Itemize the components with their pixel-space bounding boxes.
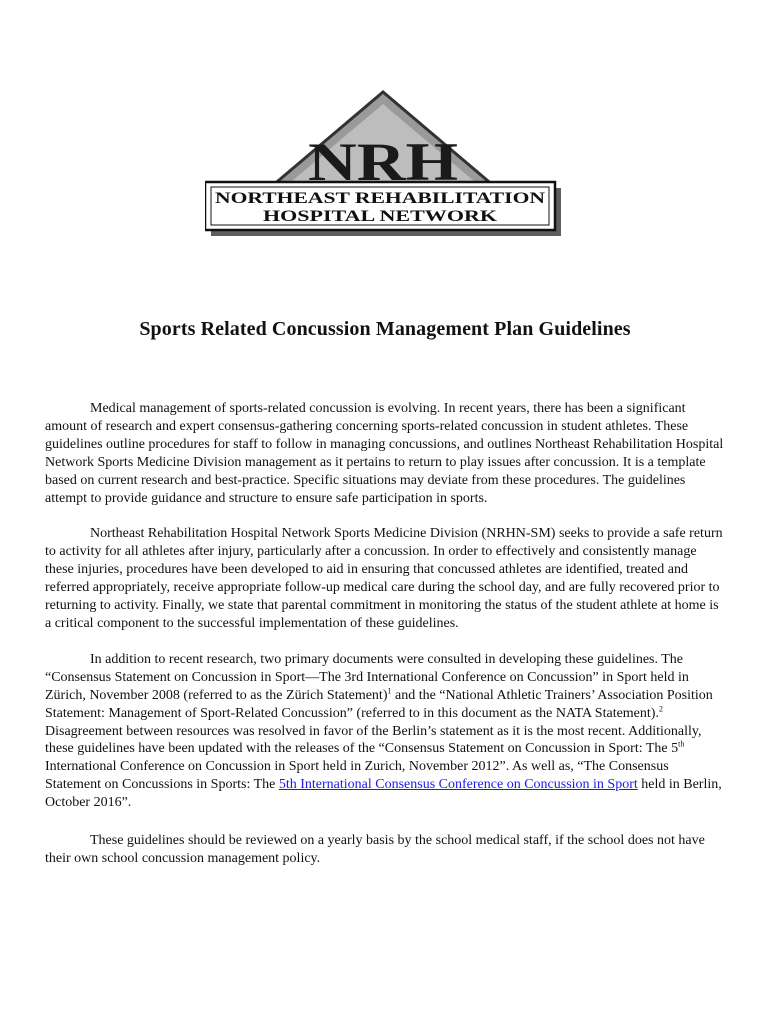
berlin-conference-link[interactable]: 5th International Consensus Conference on Concussion in Sport (278, 777, 638, 793)
paragraph-mission: Northeast Rehabilitation Hospital Network Sports Medicine Division (NRHN-SM) seeks to provide a safe return to activity for all athletes after injury, particularly after a concussion. In order to effectively and consistently manage these injuries, procedures have been developed to aid in ensuring that concussed athletes are identified, treated and referred appropriately, receive appropriate follow-up medical care during the school day, and are fully recovered prior to returning to activity. Finally, we state that parental commitment in monitoring the status of the student athlete at home is a critical component to the successful implementation of these guidelines. (45, 526, 723, 631)
logo-line-2: HOSPITAL NETWORK (263, 208, 498, 225)
sources-text-a: In addition to recent research, two primary documents were consulted in developing these guidelines. The “Consensus Statement on Concussion in Sport—The 3rd International Conference on Concussion” in Sport held in Zürich, November 2008 (referred to as the Zürich Statement) (45, 651, 689, 703)
nrh-logo-graphic (205, 88, 561, 236)
paragraph-intro: Medical management of sports-related concussion is evolving. In recent years, there has been a significant amount of research and expert consensus-gathering concerning sports-related concussion in student athletes. These guidelines outline procedures for staff to follow in managing concussions, and outlines Northeast Rehabilitation Hospital Network Sports Medicine Division management as it pertains to return to play issues after concussion. It is a template based on current research and best-practice. Specific situations may deviate from these procedures. The guidelines attempt to provide guidance and structure to ensure safe participation in sports. (45, 401, 724, 506)
sources-text-c: Disagreement between resources was resolved in favor of the Berlin’s statement as it is the most recent. Additionally, these guidelines have been updated with the releases of the “Consensus Statement on Concussion in Sport: The 5 (45, 723, 702, 757)
nrh-logo (205, 88, 561, 236)
footnote-ref-1[interactable]: 1 (387, 686, 392, 696)
paragraph-review: These guidelines should be reviewed on a yearly basis by the school medical staff, if the school does not have their own school concussion management policy. (45, 833, 705, 866)
sources-text-b: and the “National Athletic Trainers’ Association Position Statement: Management of Sport-Related Concussion” (referred to in this document as the NATA Statement). (45, 687, 713, 721)
ordinal-superscript: th (678, 739, 685, 749)
page-title: Sports Related Concussion Management Plan Guidelines (139, 318, 631, 340)
sources-text-d: International Conference on Concussion in Sport held in Zurich, November 2012”. As well as, “The Consensus Statement on Concussions in Sports: The (45, 759, 669, 793)
document-body (45, 400, 725, 886)
sources-text-e: held in Berlin, October 2016”. (45, 777, 722, 811)
logo-letters: NRH (308, 132, 458, 192)
footnote-ref-2[interactable]: 2 (658, 703, 663, 713)
logo-line-1: NORTHEAST REHABILITATION (215, 190, 546, 207)
paragraph-sources (45, 651, 725, 812)
